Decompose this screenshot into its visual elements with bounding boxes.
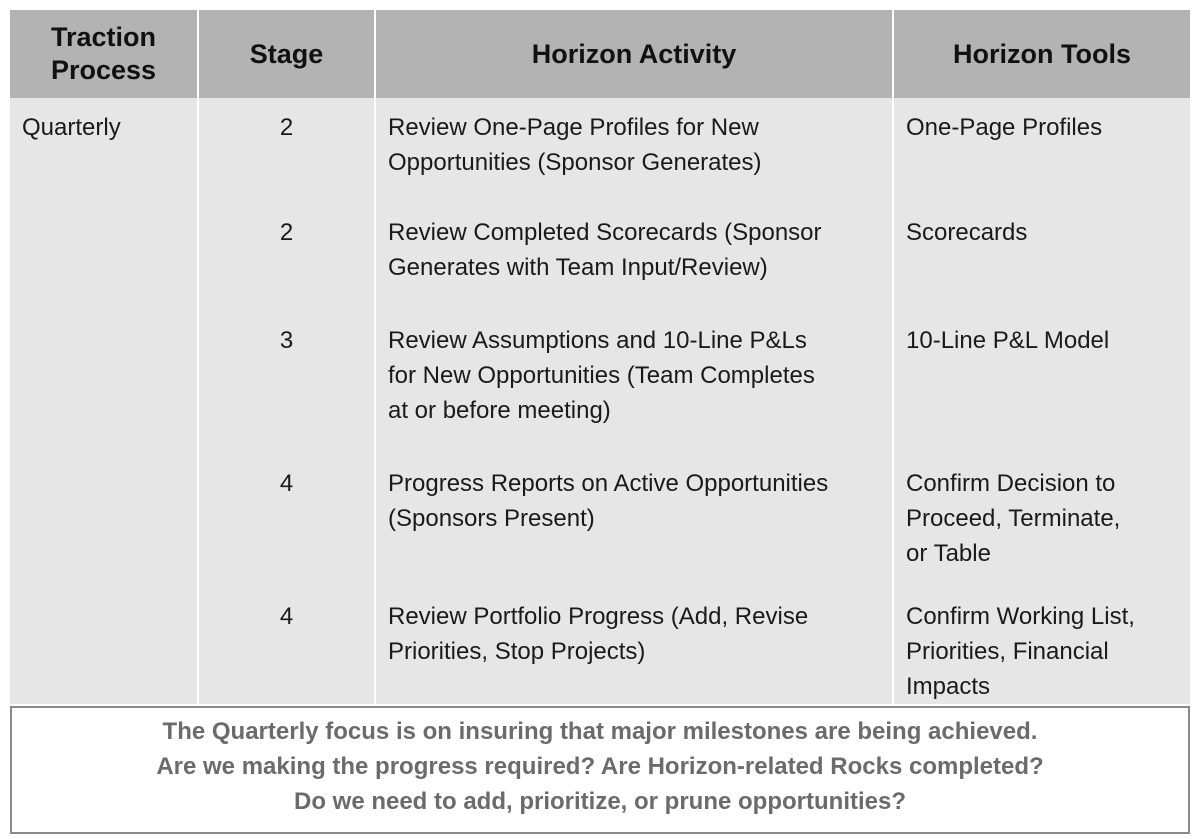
activity-cell [375, 456, 893, 589]
summary-line: Do we need to add, prioritize, or prune opportunities? [293, 788, 906, 815]
activity-cell [375, 98, 893, 205]
table-header-row [10, 10, 1190, 98]
activity-line: Generates with Team Input/Review) [388, 254, 768, 281]
tools-cell [893, 456, 1190, 589]
header-horizon-tools: Horizon Tools [893, 10, 1190, 98]
activity-line: Review Completed Scorecards (Sponsor [388, 219, 822, 246]
activity-line: Review Portfolio Progress (Add, Revise [388, 603, 809, 630]
header-traction-process [10, 10, 198, 98]
header-stage: Stage [198, 10, 375, 98]
activity-line: (Sponsors Present) [388, 505, 595, 532]
stage-cell: 4 [198, 589, 375, 704]
activity-line: for New Opportunities (Team Completes [388, 362, 815, 389]
activity-line: Review Assumptions and 10-Line P&Ls [388, 327, 807, 354]
stage-cell: 3 [198, 313, 375, 456]
stage-cell: 2 [198, 98, 375, 205]
header-process-line-2: Process [50, 55, 157, 85]
table-row [10, 313, 1190, 456]
stage-cell: 2 [198, 205, 375, 313]
tools-line: Impacts [906, 673, 991, 700]
header-process-line-1: Traction [50, 22, 157, 52]
tools-line: One-Page Profiles [906, 114, 1103, 141]
tools-cell [893, 589, 1190, 704]
horizon-table-slide [10, 10, 1190, 828]
process-cell [10, 589, 198, 704]
activity-cell [375, 313, 893, 456]
header-horizon-activity: Horizon Activity [375, 10, 893, 98]
stage-cell: 4 [198, 456, 375, 589]
table-row [10, 589, 1190, 704]
activity-line: Review One-Page Profiles for New [388, 114, 759, 141]
activity-line: Priorities, Stop Projects) [388, 638, 646, 665]
tools-line: Proceed, Terminate, [906, 505, 1121, 532]
process-cell [10, 313, 198, 456]
tools-line: 10-Line P&L Model [906, 327, 1110, 354]
tools-line: or Table [906, 540, 991, 567]
table-row [10, 456, 1190, 589]
tools-line: Priorities, Financial [906, 638, 1109, 665]
process-cell: Quarterly [10, 98, 198, 205]
quarterly-focus-summary [10, 706, 1190, 834]
tools-cell [893, 313, 1190, 456]
tools-cell [893, 98, 1190, 205]
table-row [10, 98, 1190, 205]
activity-line: Opportunities (Sponsor Generates) [388, 149, 762, 176]
activity-line: Progress Reports on Active Opportunities [388, 470, 829, 497]
summary-line: Are we making the progress required? Are Horizon-related Rocks completed? [156, 753, 1044, 780]
process-cell [10, 205, 198, 313]
horizon-activity-table [10, 10, 1190, 704]
summary-line: The Quarterly focus is on insuring that major milestones are being achieved. [162, 718, 1038, 745]
activity-line: at or before meeting) [388, 397, 611, 424]
process-cell [10, 456, 198, 589]
tools-line: Confirm Decision to [906, 470, 1116, 497]
table-row [10, 205, 1190, 313]
activity-cell [375, 589, 893, 704]
tools-line: Confirm Working List, [906, 603, 1135, 630]
activity-cell [375, 205, 893, 313]
tools-line: Scorecards [906, 219, 1028, 246]
tools-cell [893, 205, 1190, 313]
